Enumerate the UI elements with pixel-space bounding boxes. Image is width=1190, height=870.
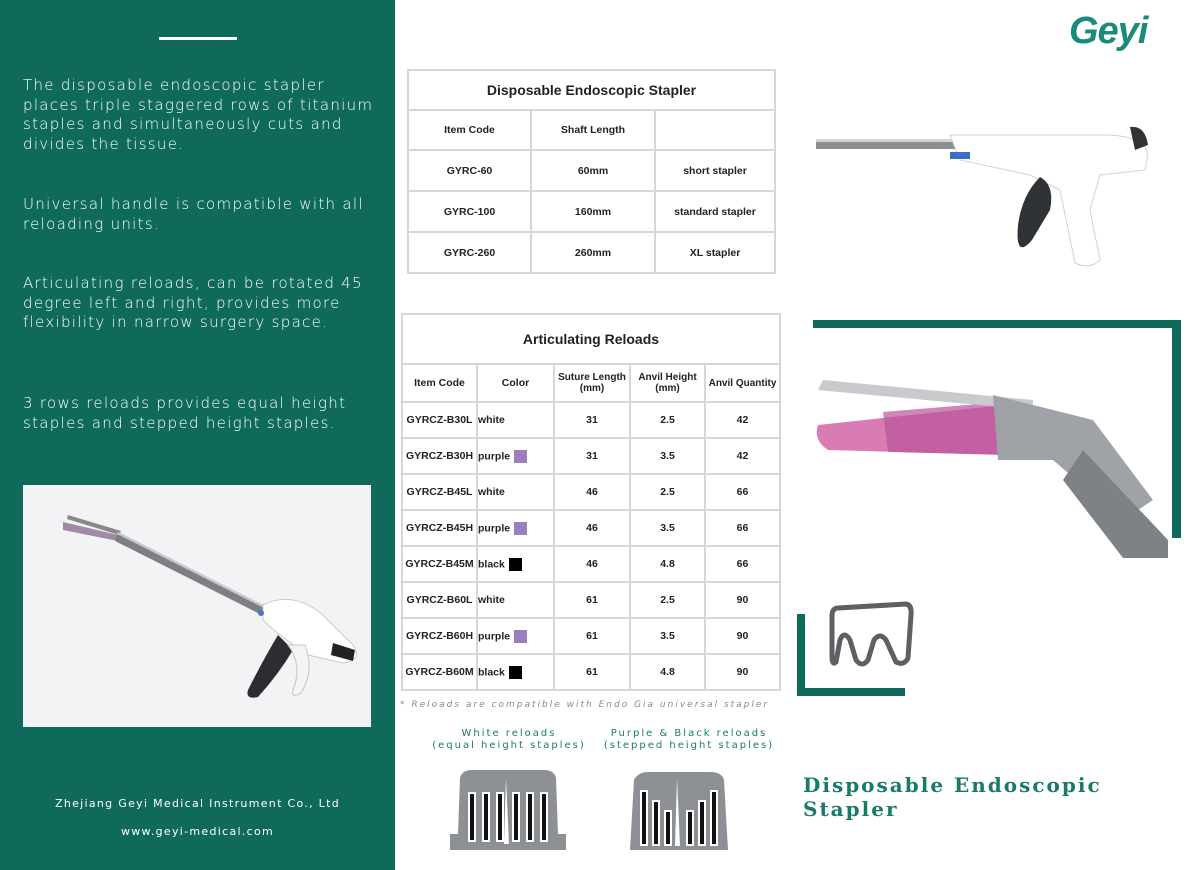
table-cell xyxy=(554,618,630,654)
table-cell-text: 3.5 xyxy=(660,450,675,462)
table-cell: 260mm xyxy=(531,232,655,273)
table-cell xyxy=(705,546,780,582)
color-swatch xyxy=(509,666,522,679)
table-cell xyxy=(477,474,554,510)
reloads-header-item-code: Item Code xyxy=(402,364,477,402)
table-cell xyxy=(477,546,554,582)
table-cell-text: GYRCZ-B60L xyxy=(406,594,473,606)
table-cell-text: GYRCZ-B45H xyxy=(405,522,474,534)
sidebar-divider xyxy=(159,37,237,40)
reloads-table xyxy=(401,313,781,691)
table-cell xyxy=(705,402,780,438)
table-cell xyxy=(477,438,554,474)
reloads-header-anvil-quantity: Anvil Quantity xyxy=(705,364,780,402)
product-title: Disposable Endoscopic Stapler xyxy=(803,773,1102,821)
table-cell-text: 42 xyxy=(736,450,749,462)
table-cell xyxy=(402,402,477,438)
table-cell xyxy=(630,438,705,474)
table-cell: standard stapler xyxy=(655,191,775,232)
description-paragraph: The disposable endoscopic stapler places triple staggered rows of titanium staples and simultaneously cuts and divides the tissue. xyxy=(23,76,374,153)
table-cell xyxy=(630,546,705,582)
table-cell xyxy=(705,510,780,546)
teal-frame-bottom xyxy=(797,688,905,696)
reloads-table-title: Articulating Reloads xyxy=(402,314,780,364)
table-cell-text: 46 xyxy=(586,486,598,498)
table-cell-text: GYRCZ-B45M xyxy=(405,558,474,570)
table-row xyxy=(402,402,780,438)
stapler-photo xyxy=(23,485,371,727)
color-swatch xyxy=(514,450,527,463)
table-cell-text: 3.5 xyxy=(660,630,675,642)
table-cell-text: 46 xyxy=(586,558,598,570)
table-cell-text: purple xyxy=(478,629,511,642)
table-cell xyxy=(705,474,780,510)
color-swatch xyxy=(514,522,527,535)
table-row xyxy=(402,582,780,618)
table-cell-text: 61 xyxy=(586,666,598,678)
table-cell-text: purple xyxy=(478,449,511,462)
table-cell xyxy=(554,402,630,438)
table-cell-text: 66 xyxy=(736,558,749,570)
table-cell xyxy=(554,546,630,582)
teal-frame-right xyxy=(1172,320,1181,538)
company-name: Zhejiang Geyi Medical Instrument Co., Ltd xyxy=(54,797,341,810)
table-cell-text: 2.5 xyxy=(660,414,675,426)
purple-reloads-label xyxy=(598,728,780,752)
table-cell xyxy=(705,654,780,690)
table-row xyxy=(408,191,775,232)
geyi-logo: Geyi xyxy=(1069,10,1148,52)
table-cell xyxy=(477,510,554,546)
table-cell xyxy=(554,510,630,546)
table-cell-text: 66 xyxy=(736,486,749,498)
table-cell: 60mm xyxy=(531,150,655,191)
stapler-header-item-code: Item Code xyxy=(408,110,531,150)
reloads-header-suture-length: Suture Length (mm) xyxy=(554,364,630,402)
table-cell-text: 2.5 xyxy=(660,486,675,498)
table-cell-text: 90 xyxy=(736,630,749,642)
reloads-header-color: Color xyxy=(477,364,554,402)
table-cell xyxy=(554,474,630,510)
white-reloads-subtitle: (equal height staples) xyxy=(432,740,586,751)
jaw-closeup-image xyxy=(793,330,1168,558)
table-cell xyxy=(630,654,705,690)
table-cell: 160mm xyxy=(531,191,655,232)
purple-reloads-subtitle: (stepped height staples) xyxy=(603,740,775,751)
table-cell-text: 61 xyxy=(586,594,598,606)
table-cell-text: purple xyxy=(478,521,511,534)
table-cell-text: white xyxy=(478,594,505,606)
website: www.geyi-medical.com xyxy=(120,825,275,838)
table-cell xyxy=(705,618,780,654)
table-cell-text: white xyxy=(478,414,505,426)
white-reloads-label xyxy=(420,728,598,752)
table-cell-text: black xyxy=(478,665,505,678)
table-cell xyxy=(630,618,705,654)
white-reloads-title: White reloads xyxy=(461,728,557,739)
stepped-height-staples-diagram xyxy=(628,770,730,852)
table-cell-text: GYRCZ-B60H xyxy=(405,630,474,642)
table-cell-text: 61 xyxy=(586,630,598,642)
table-cell xyxy=(477,402,554,438)
compatibility-note: * Reloads are compatible with Endo Gia universal stapler xyxy=(400,700,770,710)
teal-frame-top xyxy=(813,320,1181,328)
reloads-paragraph: 3 rows reloads provides equal height staples and stepped height staples. xyxy=(23,394,347,432)
table-row xyxy=(408,232,775,273)
table-cell xyxy=(402,474,477,510)
table-cell-text: 66 xyxy=(736,522,749,534)
table-cell-text: 46 xyxy=(586,522,598,534)
table-cell xyxy=(402,582,477,618)
stapler-product-image xyxy=(810,115,1160,275)
table-cell-text: GYRCZ-B30L xyxy=(406,414,473,426)
table-cell xyxy=(705,582,780,618)
table-cell xyxy=(705,438,780,474)
table-row xyxy=(402,438,780,474)
staple-image xyxy=(828,600,914,670)
reloads-header-anvil-height: Anvil Height (mm) xyxy=(630,364,705,402)
handle-paragraph: Universal handle is compatible with all reloading units. xyxy=(23,195,364,233)
table-cell xyxy=(630,402,705,438)
table-cell-text: black xyxy=(478,557,505,570)
table-cell xyxy=(630,582,705,618)
table-cell-text: 4.8 xyxy=(660,558,675,570)
table-row xyxy=(402,510,780,546)
table-cell-text: 42 xyxy=(736,414,749,426)
table-cell xyxy=(477,582,554,618)
table-cell: GYRC-100 xyxy=(408,191,531,232)
table-cell xyxy=(554,582,630,618)
stapler-table-title: Disposable Endoscopic Stapler xyxy=(408,70,775,110)
table-cell-text: GYRCZ-B30H xyxy=(405,450,474,462)
teal-frame-bottom-left xyxy=(797,614,805,696)
purple-reloads-title: Purple & Black reloads xyxy=(610,728,768,739)
table-cell xyxy=(402,618,477,654)
table-row xyxy=(402,618,780,654)
table-cell xyxy=(477,618,554,654)
table-cell: GYRC-260 xyxy=(408,232,531,273)
table-cell: GYRC-60 xyxy=(408,150,531,191)
table-row xyxy=(408,150,775,191)
table-cell-text: 90 xyxy=(736,666,749,678)
stapler-table xyxy=(407,69,776,274)
table-cell xyxy=(630,510,705,546)
table-cell-text: white xyxy=(478,486,505,498)
table-row xyxy=(402,474,780,510)
table-row xyxy=(402,546,780,582)
table-cell xyxy=(630,474,705,510)
sidebar xyxy=(0,0,395,870)
table-cell xyxy=(402,546,477,582)
table-cell: XL stapler xyxy=(655,232,775,273)
table-cell xyxy=(402,438,477,474)
table-cell-text: 2.5 xyxy=(660,594,675,606)
stapler-header-shaft-length: Shaft Length xyxy=(531,110,655,150)
table-cell-text: 90 xyxy=(736,594,749,606)
color-swatch xyxy=(509,558,522,571)
table-cell xyxy=(477,654,554,690)
table-cell-text: GYRCZ-B60M xyxy=(405,666,474,678)
table-cell-text: 31 xyxy=(586,450,598,462)
table-cell xyxy=(402,654,477,690)
table-cell xyxy=(402,510,477,546)
table-cell-text: 31 xyxy=(586,414,598,426)
articulating-paragraph: Articulating reloads, can be rotated 45 degree left and right, provides more flexibility in narrow surgery space. xyxy=(23,274,363,331)
table-cell xyxy=(554,654,630,690)
table-cell: short stapler xyxy=(655,150,775,191)
table-cell-text: 4.8 xyxy=(660,666,675,678)
table-row xyxy=(402,654,780,690)
table-cell xyxy=(554,438,630,474)
equal-height-staples-diagram xyxy=(448,768,568,852)
color-swatch xyxy=(514,630,527,643)
table-cell-text: GYRCZ-B45L xyxy=(406,486,473,498)
table-cell-text: 3.5 xyxy=(660,522,675,534)
stapler-header-blank xyxy=(655,110,775,150)
